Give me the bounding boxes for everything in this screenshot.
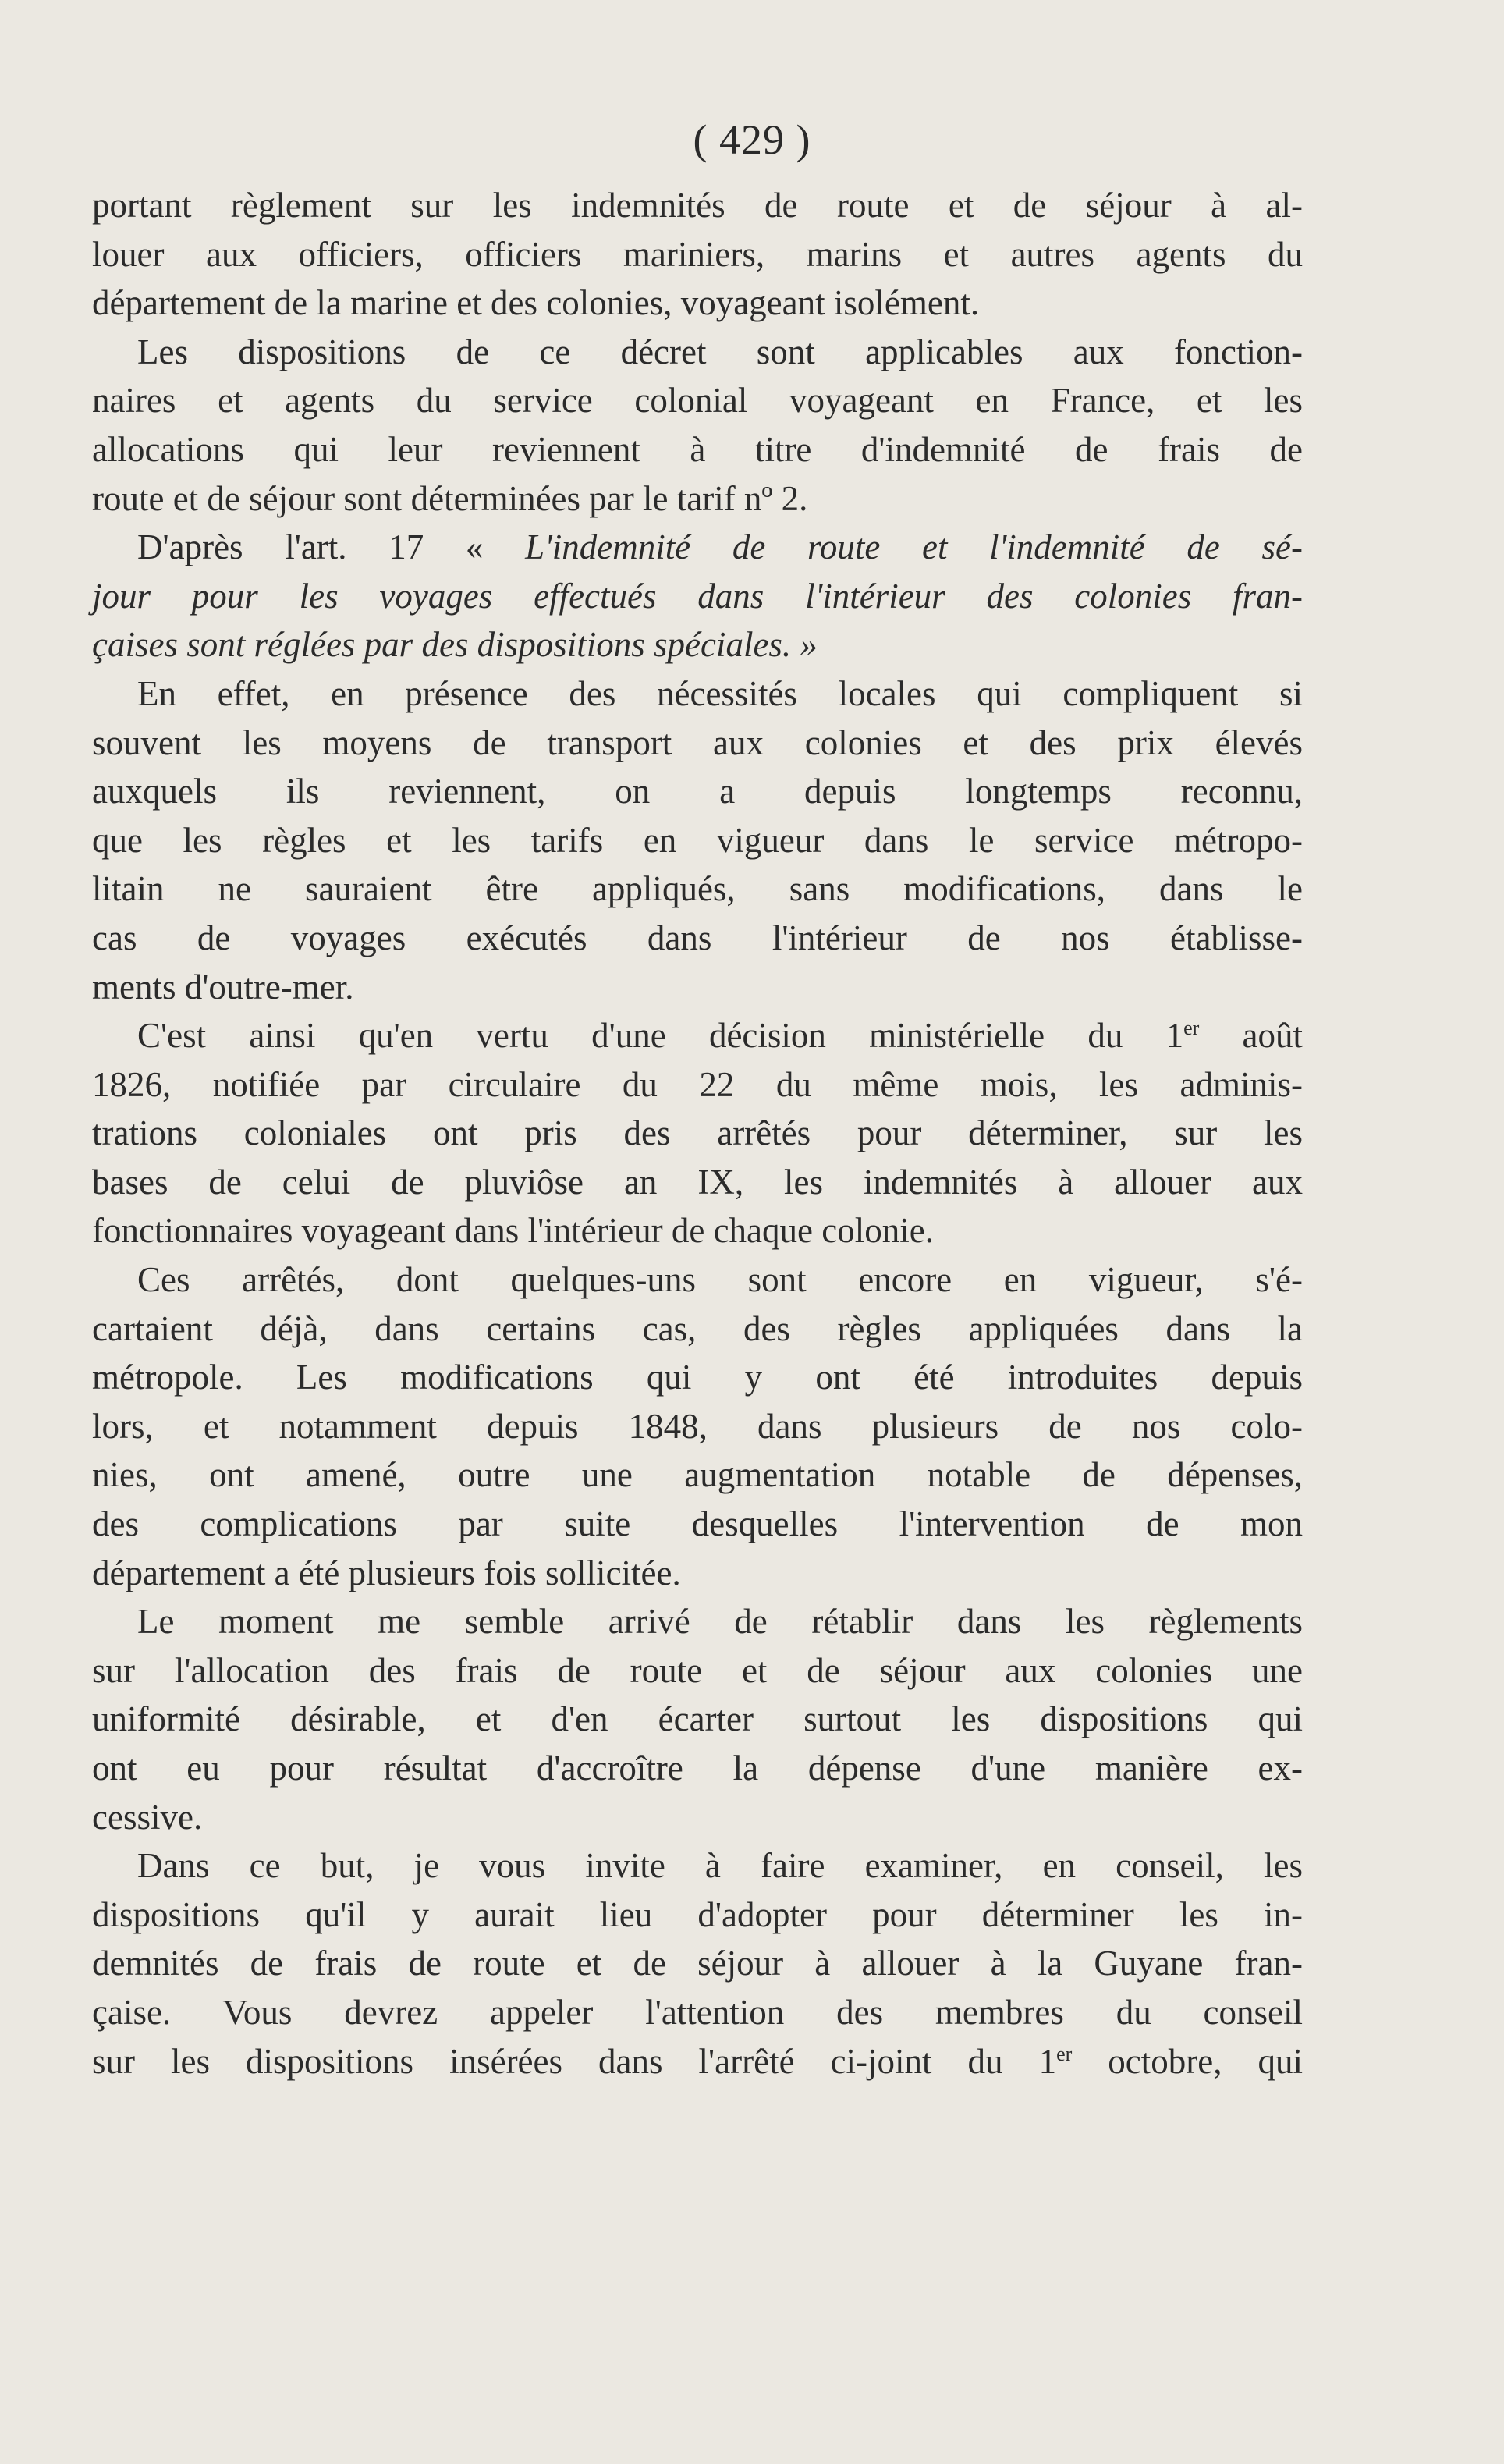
text-line: lors, et notamment depuis 1848, dans plusieurs de nos colo- [92, 1406, 1303, 1446]
text-line: dispositions qu'il y aurait lieu d'adopter pour déterminer les in- [92, 1894, 1303, 1934]
text-line: 1826, notifiée par circulaire du 22 du même mois, les adminis- [92, 1064, 1303, 1104]
text-line: cartaient déjà, dans certains cas, des règles appliquées dans la [92, 1308, 1303, 1348]
text-line: Le moment me semble arrivé de rétablir dans les règlements [137, 1602, 1303, 1642]
text-line: cessive. [92, 1797, 203, 1837]
text-line: allocations qui leur reviennent à titre d'indemnité de frais de [92, 429, 1303, 469]
text-line: jour pour les voyages effectués dans l'intérieur des colonies fran- [92, 576, 1303, 616]
text-line: naires et agents du service colonial voyageant en France, et les [92, 381, 1303, 421]
text-line: uniformité désirable, et d'en écarter surtout les dispositions qui [92, 1699, 1303, 1739]
text-line: litain ne sauraient être appliqués, sans modifications, dans le [92, 869, 1303, 909]
text-line: métropole. Les modifications qui y ont été introduites depuis [92, 1358, 1303, 1397]
text-line: portant règlement sur les indemnités de route et de séjour à al- [92, 186, 1303, 225]
text-line: trations coloniales ont pris des arrêtés pour déterminer, sur les [92, 1113, 1303, 1153]
text-line: département a été plusieurs fois sollicitée. [92, 1553, 681, 1592]
text-line: C'est ainsi qu'en vertu d'une décision ministérielle du 1er août [137, 1016, 1303, 1056]
text-line: ments d'outre-mer. [92, 967, 354, 1007]
text-line: des complications par suite desquelles l'intervention de mon [92, 1504, 1303, 1544]
text-line: En effet, en présence des nécessités locales qui compliquent si [137, 673, 1303, 713]
text-line: que les règles et les tarifs en vigueur dans le service métropo- [92, 820, 1303, 860]
body-text [92, 181, 1303, 2086]
text-line: sur l'allocation des frais de route et de séjour aux colonies une [92, 1650, 1303, 1690]
text-line: ont eu pour résultat d'accroître la dépense d'une manière ex- [92, 1749, 1303, 1788]
text-line: souvent les moyens de transport aux colonies et des prix élevés [92, 723, 1303, 762]
text-line: Dans ce but, je vous invite à faire examiner, en conseil, les [137, 1846, 1303, 1886]
text-line: Ces arrêtés, dont quelques-uns sont encore en vigueur, s'é- [137, 1260, 1303, 1300]
text-line: demnités de frais de route et de séjour à allouer à la Guyane fran- [92, 1944, 1303, 1983]
text-line: çaises sont réglées par des dispositions spéciales. » [92, 625, 818, 665]
text-line: çaise. Vous devrez appeler l'attention des membres du conseil [92, 1992, 1303, 2032]
text-line: cas de voyages exécutés dans l'intérieur de nos établisse- [92, 918, 1303, 957]
text-line: route et de séjour sont déterminées par le tarif nº 2. [92, 478, 808, 518]
text-line: nies, ont amené, outre une augmentation notable de dépenses, [92, 1455, 1303, 1495]
text-line: sur les dispositions insérées dans l'arrêté ci-joint du 1er octobre, qui [92, 2041, 1304, 2081]
text-line: fonctionnaires voyageant dans l'intérieur de chaque colonie. [92, 1211, 934, 1251]
text-line: louer aux officiers, officiers mariniers, marins et autres agents du [92, 234, 1303, 274]
text-line: bases de celui de pluviôse an IX, les indemnités à allouer aux [92, 1162, 1303, 1202]
page-number: ( 429 ) [693, 116, 811, 163]
text-line: Les dispositions de ce décret sont applicables aux fonction- [137, 332, 1303, 371]
text-line: auxquels ils reviennent, on a depuis longtemps reconnu, [92, 772, 1303, 811]
text-line: département de la marine et des colonies, voyageant isolément. [92, 283, 980, 323]
text-line: D'après l'art. 17 « L'indemnité de route et l'indemnité de sé- [137, 527, 1304, 567]
